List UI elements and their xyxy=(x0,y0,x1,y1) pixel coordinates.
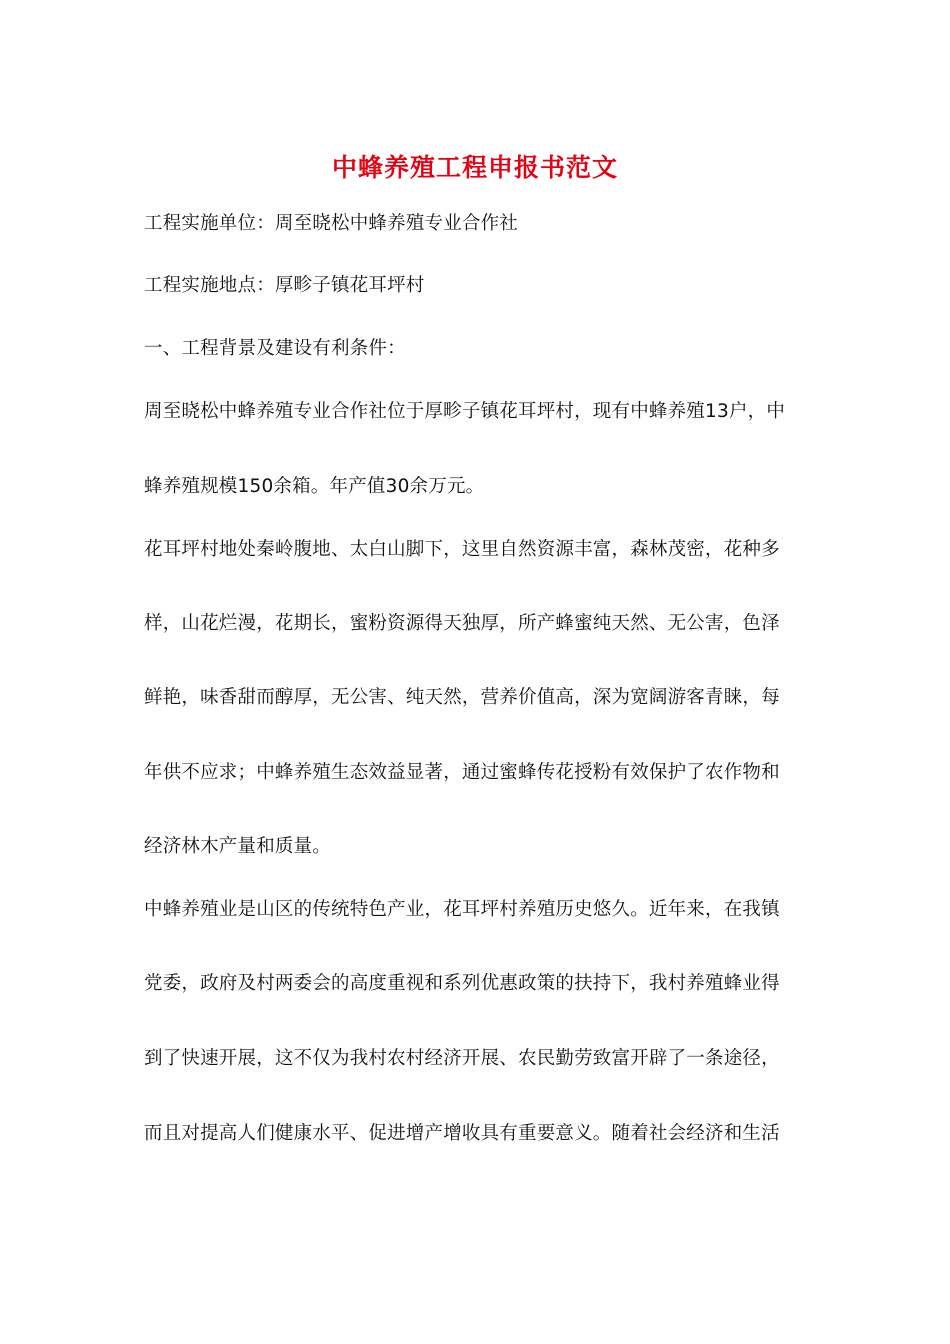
paragraph-line: 样，山花烂漫，花期长，蜜粉资源得天独厚，所产蜂蜜纯天然、无公害，色泽 xyxy=(144,613,780,634)
paragraph-line: 鲜艳，味香甜而醇厚，无公害、纯天然，营养价值高，深为宽阔游客青睐，每 xyxy=(144,687,780,708)
section-heading-background: 一、工程背景及建设有利条件： xyxy=(144,338,406,359)
paragraph-line: 而且对提高人们健康水平、促进增产增收具有重要意义。随着社会经济和生活 xyxy=(144,1123,780,1144)
paragraph-line: 年供不应求；中蜂养殖生态效益显著，通过蜜蜂传花授粉有效保护了农作物和 xyxy=(144,762,780,783)
implementing-unit-line: 工程实施单位：周至晓松中蜂养殖专业合作社 xyxy=(144,213,519,234)
paragraph-line: 中蜂养殖业是山区的传统特色产业，花耳坪村养殖历史悠久。近年来，在我镇 xyxy=(144,899,780,920)
paragraph-line: 周至晓松中蜂养殖专业合作社位于厚畛子镇花耳坪村，现有中蜂养殖13户，中 xyxy=(144,401,786,422)
paragraph-line: 到了快速开展，这不仅为我村农村经济开展、农民勤劳致富开辟了一条途径， xyxy=(144,1048,780,1069)
paragraph-line: 蜂养殖规模150余箱。年产值30余万元。 xyxy=(144,476,485,497)
paragraph-line: 党委，政府及村两委会的高度重视和系列优惠政策的扶持下，我村养殖蜂业得 xyxy=(144,973,780,994)
implementing-location-line: 工程实施地点：厚畛子镇花耳坪村 xyxy=(144,275,425,296)
document-title: 中蜂养殖工程申报书范文 xyxy=(331,153,618,182)
paragraph-line: 经济林木产量和质量。 xyxy=(144,836,332,857)
paragraph-line: 花耳坪村地处秦岭腹地、太白山脚下，这里自然资源丰富，森林茂密，花种多 xyxy=(144,539,780,560)
